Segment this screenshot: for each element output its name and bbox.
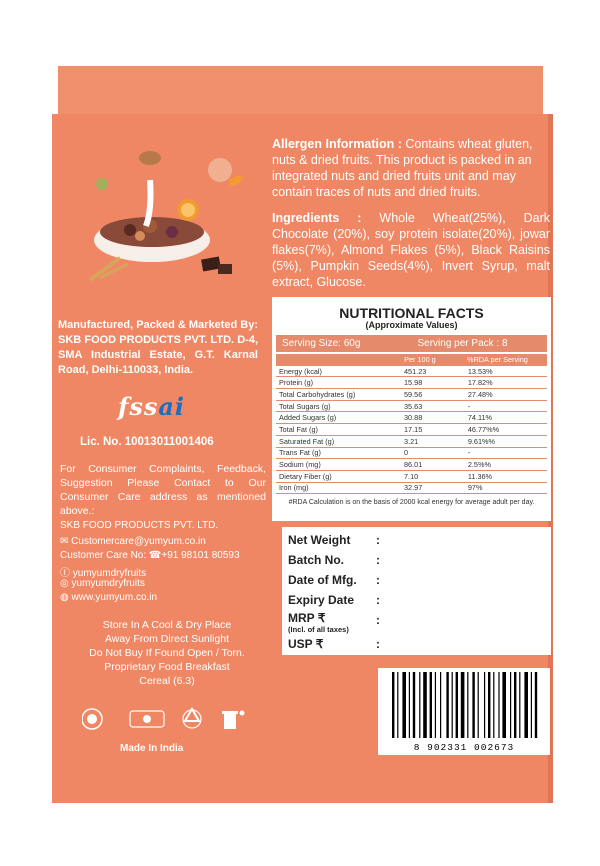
license-number: Lic. No. 10013011001406: [80, 436, 214, 448]
nutrition-row: Saturated Fat (g) 3.21 9.61%%: [276, 435, 547, 447]
batch-no-label: Batch No.: [288, 553, 345, 567]
instagram-icon: ◎: [60, 578, 72, 589]
barcode-bar: [514, 672, 516, 738]
globe-icon: ◍: [60, 592, 72, 603]
company-name: SKB FOOD PRODUCTS PVT. LTD.: [60, 520, 219, 531]
barcode-bar: [484, 672, 485, 738]
manufacturer-text: Manufactured, Packed & Marketed By: SKB FOOD PRODUCTS PVT. LTD. D-4, SMA Industrial Estate, G.T. Karnal Road, Delhi-110033, India.: [58, 319, 258, 376]
barcode-bar: [531, 672, 532, 738]
certification-icons: [82, 705, 252, 733]
instagram-contact: ◎ yumyumdryfruits: [60, 578, 145, 589]
nutrition-table: [276, 354, 547, 494]
barcode-number: 8 902331 002673: [413, 742, 515, 753]
barcode-bar: [430, 672, 432, 738]
nutrition-row: Total Carbohydrates (g) 59.56 27.48%: [276, 389, 547, 401]
nutrition-row: Iron (mg) 32.97 97%: [276, 482, 547, 494]
veg-symbol-icon: [130, 711, 164, 727]
website-contact: ◍ www.yumyum.co.in: [60, 592, 158, 603]
nutrition-facts-panel: [272, 297, 551, 521]
barcode-bar: [502, 672, 506, 738]
barcode-bar: [467, 672, 468, 738]
nutrition-row: Energy (kcal) 451.23 13.53%: [276, 365, 547, 377]
iso-certified-icon: [82, 709, 102, 729]
barcode-bars: [378, 668, 550, 742]
made-in-india: Made In India: [120, 743, 184, 754]
storage-instructions: Store In A Cool & Dry Place Away From Direct Sunlight Do Not Buy If Found Open / Torn. Proprietary Food Breakfast Cereal (6.3): [89, 619, 245, 687]
batch-info-panel: Net Weight : Batch No. : Date of Mfg. : Expiry Date : MRP ₹ (Incl. of all taxes) : USP ₹ :: [282, 527, 551, 655]
barcode-bar: [524, 672, 528, 738]
dispose-bin-icon: [222, 711, 245, 730]
barcode: [378, 668, 550, 755]
allergen-text: Contains wheat gluten, nuts & dried fruits. This product is packed in an integrated nuts and dried fruits unit and may contain traces of nuts and dried fruits.: [272, 137, 533, 199]
col-rda: %RDA per Serving: [448, 354, 547, 365]
barcode-bar: [435, 672, 436, 738]
barcode-bar: [423, 672, 427, 738]
mrp-label: MRP ₹: [288, 611, 326, 625]
facebook-contact: ⓕ yumyumdryfruits: [60, 568, 147, 579]
barcode-bar: [519, 672, 520, 738]
ingredients-label: Ingredients :: [272, 211, 362, 225]
serving-size: Serving Size: 60g: [282, 338, 361, 349]
ingredients-block: [272, 210, 550, 290]
serving-per-pack: Serving per Pack : 8: [417, 338, 508, 349]
barcode-bar: [446, 672, 448, 738]
nutrition-row: Protein (g) 15.98 17.82%: [276, 377, 547, 389]
allergen-information: [272, 136, 550, 200]
nutrition-subtitle: (Approximate Values): [365, 320, 458, 330]
expiry-date-label: Expiry Date: [288, 593, 355, 607]
phone-contact: Customer Care No: ☎+91 98101 80593: [60, 550, 240, 561]
nutrition-row: Added Sugars (g) 30.88 74.11%: [276, 412, 547, 424]
manufacturer-info: [58, 318, 258, 378]
mail-icon: ✉: [60, 536, 72, 547]
barcode-bar: [413, 672, 415, 738]
barcode-bar: [456, 672, 458, 738]
barcode-bar: [419, 672, 420, 738]
net-weight-label: Net Weight: [288, 533, 351, 547]
nutrition-row: Trans Fat (g) 0 -: [276, 447, 547, 459]
barcode-bar: [440, 672, 441, 738]
date-mfg-label: Date of Mfg.: [288, 573, 357, 587]
nutrition-row: Dietary Fiber (g) 7.10 11.36%: [276, 470, 547, 482]
fssai-logo: fssai: [118, 392, 186, 421]
barcode-bar: [478, 672, 479, 738]
barcode-bar: [397, 672, 398, 738]
barcode-bar: [535, 672, 537, 738]
serving-bar: [276, 335, 547, 352]
facebook-icon: ⓕ: [60, 568, 73, 579]
barcode-bar: [402, 672, 406, 738]
barcode-bar: [472, 672, 474, 738]
barcode-bar: [498, 672, 499, 738]
email-contact: ✉ Customercare@yumyum.co.in: [60, 536, 206, 547]
barcode-bar: [493, 672, 494, 738]
nutrition-row: Sodium (mg) 86.01 2.5%%: [276, 459, 547, 471]
barcode-bar: [510, 672, 511, 738]
barcode-bar: [461, 672, 465, 738]
rda-footnote: #RDA Calculation is on the basis of 2000 kcal energy for average adult per day.: [288, 499, 535, 507]
barcode-bar: [488, 672, 490, 738]
usp-label: USP ₹: [288, 637, 324, 651]
barcode-bar: [409, 672, 410, 738]
barcode-bar: [392, 672, 394, 738]
barcode-bar: [452, 672, 453, 738]
nutrition-row: Total Fat (g) 17.15 46.77%%: [276, 424, 547, 436]
box-top-face: [58, 66, 543, 116]
mrp-note: (Incl. of all taxes): [288, 625, 349, 634]
nutrition-row: Total Sugars (g) 35.63 -: [276, 400, 547, 412]
allergen-label: Allergen Information :: [272, 137, 402, 151]
col-per100: Per 100 g: [392, 354, 448, 365]
cereal-bowl-illustration: [80, 140, 250, 290]
ingredients-text: Whole Wheat(25%), Dark Chocolate (20%), soy protein isolate(20%), jowar flakes(7%), Almond Flakes (5%), Black Raisins (5%), Pumpkin Seeds(4%), Invert Syrup, malt extract, Glucose.: [272, 211, 551, 289]
nutrition-title: NUTRITIONAL FACTS: [339, 305, 484, 321]
recycle-icon: [183, 709, 201, 728]
table-header: [276, 354, 547, 365]
consumer-complaints-text: For Consumer Complaints, Feedback, Suggestion Please Contact to Our Consumer Care address as mentioned above.:: [60, 463, 266, 517]
